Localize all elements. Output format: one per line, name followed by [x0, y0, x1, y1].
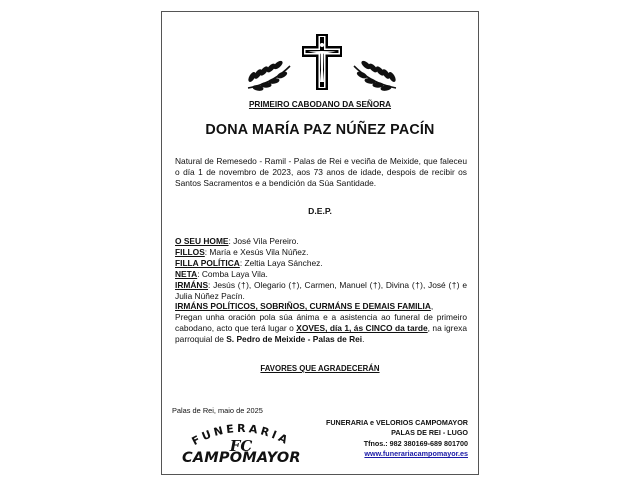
- husband-label: O SEU HOME: [175, 236, 229, 246]
- invite-where: S. Pedro de Meixide - Palas de Rei: [226, 334, 363, 345]
- logo-arc-text: FUNERARIA: [189, 421, 293, 448]
- rip-text: D.E.P.: [308, 206, 332, 216]
- children-label: FILLOS: [175, 246, 205, 257]
- deceased-name: DONA MARÍA PAZ NÚÑEZ PACÍN: [205, 122, 435, 138]
- relatives-label: IRMÁNS POLÍTICOS, SOBRIÑOS, CURMÁNS E DEMAIS FAMILIA: [175, 301, 431, 312]
- family-row-granddaughter: [175, 269, 467, 280]
- granddaughter-text: : Comba Laya Vila.: [197, 268, 268, 279]
- granddaughter-label: NETA: [175, 268, 198, 279]
- family-row-siblings: [175, 280, 467, 302]
- thanks-line: FAVORES QUE AGRADECERÁN: [260, 364, 380, 373]
- intro-paragraph: Natural de Remesedo - Ramil - Palas de Rei e veciña de Meixide, que faleceu o día 1 de novembro de 2023, aos 73 anos de idade, despois de recibir os Santos Sacramentos e a bendición da Súa Santidade.: [175, 156, 467, 189]
- relatives-end: ,: [430, 301, 434, 312]
- crucifix-icon: [302, 34, 342, 90]
- siblings-label: IRMÁNS: [175, 279, 209, 290]
- website-link[interactable]: www.funerariacampomayor.es: [364, 449, 468, 459]
- obituary-card: [161, 11, 479, 475]
- company-location: PALAS DE REI - LUGO: [391, 428, 468, 438]
- logo-name: CAMPOMAYOR: [182, 450, 301, 466]
- family-row-husband: [175, 236, 467, 247]
- invite-when: XOVES, día 1, ás CINCO da tarde: [296, 323, 428, 334]
- laurel-branch-left-icon: [248, 60, 290, 91]
- memorial-subtitle: PRIMEIRO CABODANO DA SEÑORA: [248, 100, 392, 109]
- children-text: : María e Xesús Vila Núñez.: [204, 246, 309, 257]
- contact-block: [326, 418, 468, 460]
- place-date: Palas de Rei, maio de 2025: [172, 406, 263, 415]
- funeral-invitation: [175, 312, 467, 345]
- funeral-home-logo: [176, 418, 306, 470]
- siblings-text: : Jesús (†), Olegario (†), Carmen, Manuel (†), Divina (†), José (†) e Julia Núñez Pacín.: [175, 279, 467, 301]
- family-section: [175, 236, 467, 345]
- logo-monogram: FC: [229, 437, 253, 455]
- family-row-children: [175, 247, 467, 258]
- invite-mid: , na igrexa parroquial de: [175, 323, 467, 345]
- invite-text: Pregan unha oración pola súa ánima e a asistencia ao funeral de primeiro cabodano, acto que terá lugar o: [175, 312, 467, 334]
- company-phones: Tfnos.: 982 380169-689 801700: [363, 438, 468, 448]
- daughter-in-law-text: : Zeltia Laya Sánchez.: [239, 257, 323, 268]
- laurel-branch-right-icon: [354, 60, 396, 91]
- family-row-relatives: [175, 301, 467, 312]
- daughter-in-law-label: FILLA POLÍTICA: [175, 257, 240, 268]
- family-row-daughter-in-law: [175, 258, 467, 269]
- emblem: [242, 32, 402, 92]
- invite-end: .: [362, 334, 365, 345]
- husband-text: : José Vila Pereiro.: [228, 236, 299, 246]
- company-name: FUNERARIA e VELORIOS CAMPOMAYOR: [325, 418, 468, 427]
